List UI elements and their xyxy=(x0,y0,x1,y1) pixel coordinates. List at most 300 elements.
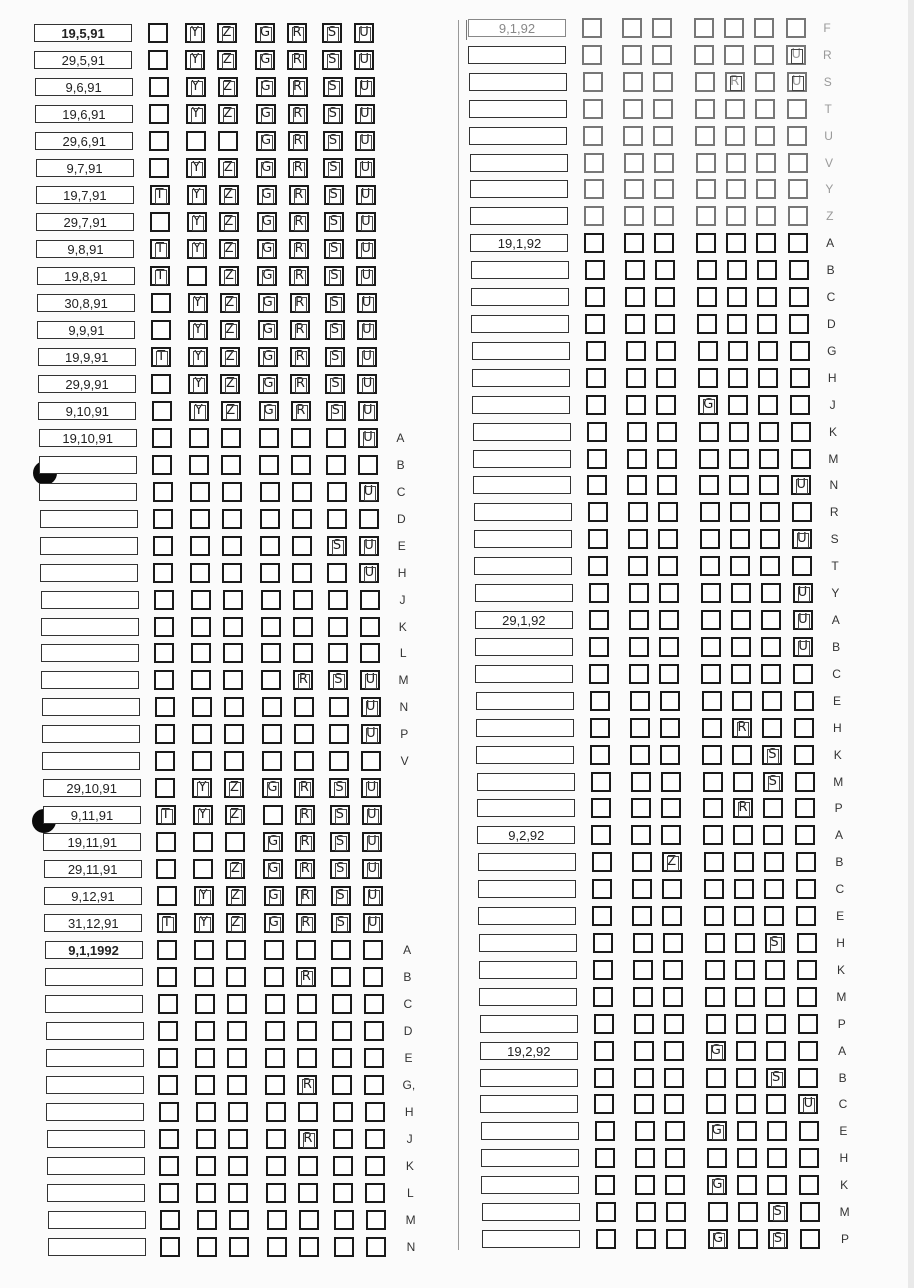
row-code-letter: C xyxy=(396,484,406,499)
checkbox-cell: S xyxy=(323,104,343,124)
checkbox-cell xyxy=(226,967,246,987)
row-code-letter: E xyxy=(839,1124,848,1139)
checkbox-cell xyxy=(732,691,752,711)
checkbox-cell xyxy=(696,153,716,173)
date-field xyxy=(479,961,577,979)
date-field xyxy=(474,530,572,548)
date-field: 9,7,91 xyxy=(36,159,134,177)
checkbox-cell xyxy=(797,987,817,1007)
checkbox-cell xyxy=(228,1156,248,1176)
checkbox-cell: Y xyxy=(187,212,207,232)
checkbox-cell xyxy=(623,72,643,92)
checkbox-cell: Z xyxy=(218,158,238,178)
checkbox-cell: U xyxy=(359,482,379,502)
checkbox-cell: G xyxy=(256,158,276,178)
checkbox-cell xyxy=(596,1202,616,1222)
checkbox-cell xyxy=(291,428,311,448)
checkbox-cell xyxy=(152,428,172,448)
checkbox-cell xyxy=(294,697,314,717)
checkbox-cell xyxy=(730,529,750,549)
checkbox-cell xyxy=(738,1202,758,1222)
checkbox-cell xyxy=(191,617,211,637)
checkbox-cell xyxy=(298,1183,318,1203)
checkbox-cell xyxy=(787,99,807,119)
checkbox-cell xyxy=(767,1121,787,1141)
checkbox-cell: S xyxy=(762,745,782,765)
checkbox-cell: U xyxy=(355,104,375,124)
checkbox-cell: R xyxy=(725,72,745,92)
checkbox-cell xyxy=(595,1148,615,1168)
checkbox-cell xyxy=(194,940,214,960)
checkbox-cell: U xyxy=(362,832,382,852)
checkbox-cell xyxy=(333,1129,353,1149)
checkbox-cell: S xyxy=(325,320,345,340)
checkbox-cell: G xyxy=(257,266,277,286)
checkbox-cell xyxy=(266,1129,286,1149)
checkbox-cell xyxy=(659,637,679,657)
row-code-letter: J xyxy=(399,592,406,607)
checkbox-cell: S xyxy=(323,77,343,97)
checkbox-cell xyxy=(634,1068,654,1088)
checkbox-cell xyxy=(191,670,211,690)
checkbox-cell xyxy=(190,563,210,583)
checkbox-cell xyxy=(595,1175,615,1195)
checkbox-cell xyxy=(222,509,242,529)
checkbox-cell xyxy=(593,960,613,980)
checkbox-cell: S xyxy=(330,805,350,825)
checkbox-cell: Z xyxy=(220,320,240,340)
checkbox-cell xyxy=(655,287,675,307)
checkbox-cell xyxy=(227,1048,247,1068)
checkbox-cell xyxy=(160,1237,180,1257)
checkbox-cell: R xyxy=(295,805,315,825)
checkbox-cell: Y xyxy=(186,77,206,97)
checkbox-cell: G xyxy=(256,104,276,124)
checkbox-cell: S xyxy=(325,347,345,367)
checkbox-cell xyxy=(293,643,313,663)
checkbox-cell xyxy=(704,852,724,872)
checkbox-cell xyxy=(327,509,347,529)
row-code-letter: P xyxy=(837,1016,846,1031)
checkbox-cell xyxy=(800,1229,820,1249)
checkbox-cell xyxy=(625,287,645,307)
checkbox-cell xyxy=(299,1237,319,1257)
checkbox-cell: Y xyxy=(187,239,207,259)
row-code-letter: C xyxy=(832,666,841,681)
checkbox-cell xyxy=(757,314,777,334)
checkbox-cell xyxy=(299,1210,319,1230)
checkbox-cell xyxy=(223,617,243,637)
date-field xyxy=(46,1022,144,1040)
checkbox-cell: R xyxy=(293,670,313,690)
checkbox-cell xyxy=(628,502,648,522)
checkbox-cell xyxy=(158,1075,178,1095)
checkbox-cell xyxy=(365,1102,385,1122)
checkbox-cell xyxy=(795,772,815,792)
checkbox-cell: S xyxy=(323,158,343,178)
checkbox-cell xyxy=(260,536,280,556)
checkbox-cell: Z xyxy=(224,778,244,798)
checkbox-cell xyxy=(656,341,676,361)
checkbox-cell xyxy=(652,45,672,65)
checkbox-cell: U xyxy=(363,913,383,933)
checkbox-cell xyxy=(658,556,678,576)
checkbox-cell: R xyxy=(296,967,316,987)
checkbox-cell: Y xyxy=(194,913,214,933)
checkbox-cell xyxy=(589,610,609,630)
checkbox-cell: G xyxy=(259,401,279,421)
checkbox-cell xyxy=(154,590,174,610)
checkbox-cell xyxy=(705,933,725,953)
row-code-letter: N xyxy=(829,478,839,493)
checkbox-cell xyxy=(754,18,774,38)
row-code-letter: H xyxy=(836,935,845,950)
checkbox-cell xyxy=(195,1021,215,1041)
checkbox-cell: R xyxy=(296,913,316,933)
checkbox-cell xyxy=(267,1237,287,1257)
row-code-letter: H xyxy=(404,1105,414,1120)
date-field xyxy=(41,644,139,662)
checkbox-cell xyxy=(758,368,778,388)
checkbox-cell xyxy=(736,1014,756,1034)
checkbox-cell: U xyxy=(355,77,375,97)
checkbox-cell: R xyxy=(294,778,314,798)
row-code-letter: B xyxy=(403,970,412,985)
checkbox-cell xyxy=(654,233,674,253)
checkbox-cell: R xyxy=(296,886,316,906)
checkbox-cell xyxy=(700,529,720,549)
checkbox-cell xyxy=(630,745,650,765)
row-code-letter: M xyxy=(405,1213,416,1228)
date-field: 9,8,91 xyxy=(36,240,134,258)
checkbox-cell xyxy=(755,72,775,92)
checkbox-cell xyxy=(698,341,718,361)
checkbox-cell xyxy=(631,772,651,792)
checkbox-cell xyxy=(701,583,721,603)
checkbox-cell xyxy=(764,879,784,899)
checkbox-cell: T xyxy=(150,266,170,286)
checkbox-cell xyxy=(799,1148,819,1168)
date-field xyxy=(468,46,566,64)
date-field xyxy=(47,1130,145,1148)
date-field xyxy=(470,180,568,198)
checkbox-cell: G xyxy=(263,832,283,852)
checkbox-cell xyxy=(151,320,171,340)
checkbox-cell xyxy=(764,906,784,926)
checkbox-cell xyxy=(629,664,649,684)
checkbox-cell xyxy=(228,1129,248,1149)
checkbox-cell: R xyxy=(288,131,308,151)
checkbox-cell xyxy=(761,583,781,603)
checkbox-cell xyxy=(191,590,211,610)
checkbox-cell xyxy=(229,1237,249,1257)
checkbox-cell xyxy=(726,233,746,253)
checkbox-cell xyxy=(590,745,610,765)
checkbox-cell xyxy=(659,583,679,603)
checkbox-cell xyxy=(799,1121,819,1141)
checkbox-cell xyxy=(758,395,778,415)
checkbox-cell: R xyxy=(297,1075,317,1095)
row-code-letter: N xyxy=(399,700,409,715)
checkbox-cell xyxy=(191,643,211,663)
checkbox-cell xyxy=(622,45,642,65)
checkbox-cell xyxy=(228,1183,248,1203)
checkbox-cell: S xyxy=(330,859,350,879)
row-code-letter: E xyxy=(836,909,845,924)
checkbox-cell xyxy=(788,206,808,226)
checkbox-cell xyxy=(159,1183,179,1203)
checkbox-cell: R xyxy=(290,320,310,340)
checkbox-cell: Z xyxy=(219,239,239,259)
checkbox-cell xyxy=(150,212,170,232)
date-field xyxy=(477,773,575,791)
checkbox-cell xyxy=(190,482,210,502)
date-field xyxy=(470,154,568,172)
checkbox-cell xyxy=(729,422,749,442)
checkbox-cell xyxy=(586,368,606,388)
checkbox-cell xyxy=(732,745,752,765)
checkbox-cell xyxy=(789,260,809,280)
date-field xyxy=(476,692,574,710)
checkbox-cell: G xyxy=(262,778,282,798)
checkbox-cell: G xyxy=(257,212,277,232)
checkbox-cell: Z xyxy=(225,859,245,879)
checkbox-cell xyxy=(703,798,723,818)
checkbox-cell xyxy=(265,1021,285,1041)
checkbox-cell xyxy=(695,126,715,146)
checkbox-cell xyxy=(582,18,602,38)
checkbox-cell xyxy=(158,994,178,1014)
date-field xyxy=(482,1203,580,1221)
row-code-letter: N xyxy=(406,1240,416,1254)
checkbox-cell xyxy=(226,940,246,960)
row-code-letter: K xyxy=(398,619,407,634)
checkbox-cell xyxy=(759,475,779,495)
checkbox-cell xyxy=(262,751,282,771)
checkbox-cell: U xyxy=(354,50,374,70)
checkbox-cell xyxy=(734,906,754,926)
row-code-letter: A xyxy=(396,430,405,445)
checkbox-cell xyxy=(334,1210,354,1230)
checkbox-cell xyxy=(159,1102,179,1122)
row-code-letter: D xyxy=(403,1024,413,1039)
checkbox-cell xyxy=(192,724,212,744)
checkbox-cell xyxy=(153,509,173,529)
checkbox-cell xyxy=(590,691,610,711)
checkbox-cell xyxy=(157,940,177,960)
date-field: 9,2,92 xyxy=(477,826,575,844)
checkbox-cell xyxy=(700,556,720,576)
checkbox-cell xyxy=(653,72,673,92)
date-field xyxy=(478,853,576,871)
checkbox-cell xyxy=(195,994,215,1014)
checkbox-cell xyxy=(794,718,814,738)
row-code-letter: K xyxy=(836,962,845,977)
checkbox-cell xyxy=(664,1068,684,1088)
checkbox-cell xyxy=(221,428,241,448)
row-code-letter: A xyxy=(838,1043,847,1058)
row-code-letter: R xyxy=(829,505,839,520)
date-field xyxy=(471,288,569,306)
checkbox-cell: Z xyxy=(217,50,237,70)
checkbox-cell xyxy=(766,1014,786,1034)
checkbox-cell xyxy=(155,751,175,771)
checkbox-cell: Z xyxy=(218,77,238,97)
checkbox-cell xyxy=(594,1094,614,1114)
checkbox-cell xyxy=(589,664,609,684)
checkbox-cell: U xyxy=(358,428,378,448)
checkbox-cell: G xyxy=(706,1041,726,1061)
checkbox-cell xyxy=(628,529,648,549)
checkbox-cell xyxy=(228,1102,248,1122)
checkbox-cell: G xyxy=(707,1175,727,1195)
checkbox-cell: S xyxy=(331,886,351,906)
checkbox-cell xyxy=(706,1094,726,1114)
checkbox-cell xyxy=(655,314,675,334)
checkbox-cell xyxy=(708,1202,728,1222)
checkbox-cell: Z xyxy=(662,852,682,872)
checkbox-cell xyxy=(657,475,677,495)
row-code-letter: D xyxy=(397,511,406,526)
checkbox-cell xyxy=(635,1121,655,1141)
checkbox-cell: U xyxy=(355,158,375,178)
checkbox-cell: T xyxy=(156,805,176,825)
checkbox-cell: R xyxy=(290,347,310,367)
row-code-letter: Y xyxy=(825,182,834,197)
date-field: 29,6,91 xyxy=(35,132,133,150)
date-field xyxy=(41,618,139,636)
checkbox-cell xyxy=(761,610,781,630)
checkbox-cell xyxy=(724,45,744,65)
checkbox-cell xyxy=(653,99,673,119)
checkbox-cell xyxy=(796,852,816,872)
checkbox-cell xyxy=(729,475,749,495)
date-field xyxy=(472,369,570,387)
row-code-letter: H xyxy=(827,370,837,385)
checkbox-cell xyxy=(737,1175,757,1195)
checkbox-cell: G xyxy=(258,374,278,394)
checkbox-cell xyxy=(293,617,313,637)
checkbox-cell xyxy=(794,691,814,711)
checkbox-cell xyxy=(729,449,749,469)
checkbox-cell xyxy=(738,1229,758,1249)
checkbox-cell xyxy=(704,906,724,926)
checkbox-cell xyxy=(733,772,753,792)
checkbox-cell xyxy=(665,1121,685,1141)
checkbox-cell xyxy=(592,906,612,926)
row-code-letter: V xyxy=(400,754,409,769)
checkbox-cell xyxy=(332,1021,352,1041)
date-field: 9,11,91 xyxy=(43,806,141,824)
checkbox-cell: U xyxy=(786,45,806,65)
checkbox-cell xyxy=(153,563,173,583)
checkbox-cell xyxy=(190,536,210,556)
checkbox-cell xyxy=(791,422,811,442)
row-code-letter: P xyxy=(834,801,843,816)
checkbox-cell xyxy=(793,664,813,684)
checkbox-cell xyxy=(155,697,175,717)
date-field xyxy=(481,1149,579,1167)
checkbox-cell xyxy=(661,825,681,845)
checkbox-cell xyxy=(706,1068,726,1088)
checkbox-cell: Z xyxy=(220,374,240,394)
date-field xyxy=(476,746,574,764)
checkbox-cell xyxy=(766,1041,786,1061)
checkbox-cell xyxy=(264,967,284,987)
checkbox-cell: S xyxy=(763,772,783,792)
checkbox-cell xyxy=(267,1210,287,1230)
row-code-letter: M xyxy=(839,1205,850,1220)
row-code-letter: K xyxy=(828,424,837,439)
checkbox-cell xyxy=(584,233,604,253)
date-field xyxy=(475,584,573,602)
center-fold-mark xyxy=(466,20,467,40)
checkbox-cell xyxy=(663,933,683,953)
date-field: 9,10,91 xyxy=(38,402,136,420)
checkbox-cell: U xyxy=(793,610,813,630)
row-code-letter: K xyxy=(405,1159,414,1174)
checkbox-cell xyxy=(626,341,646,361)
checkbox-cell xyxy=(195,1075,215,1095)
row-code-letter: A xyxy=(826,236,835,251)
checkbox-cell xyxy=(726,206,746,226)
checkbox-cell: Z xyxy=(217,23,237,43)
checkbox-cell xyxy=(730,556,750,576)
checkbox-cell xyxy=(757,260,777,280)
checkbox-cell xyxy=(326,428,346,448)
date-field: 29,9,91 xyxy=(38,375,136,393)
checkbox-cell xyxy=(756,233,776,253)
date-field xyxy=(479,988,577,1006)
checkbox-cell xyxy=(699,422,719,442)
checkbox-cell xyxy=(728,395,748,415)
checkbox-cell xyxy=(159,1129,179,1149)
checkbox-cell xyxy=(366,1210,386,1230)
checkbox-cell: S xyxy=(768,1202,788,1222)
row-code-letter: B xyxy=(838,1070,847,1085)
checkbox-cell xyxy=(292,536,312,556)
date-field xyxy=(480,1015,578,1033)
checkbox-cell xyxy=(327,482,347,502)
checkbox-cell xyxy=(589,583,609,603)
checkbox-cell: U xyxy=(354,23,374,43)
checkbox-cell xyxy=(726,153,746,173)
date-field xyxy=(45,968,143,986)
checkbox-cell xyxy=(627,422,647,442)
row-code-letter: H xyxy=(839,1151,849,1166)
checkbox-cell xyxy=(702,691,722,711)
checkbox-cell xyxy=(634,1014,654,1034)
row-code-letter: G, xyxy=(402,1078,416,1093)
checkbox-cell xyxy=(701,637,721,657)
date-field xyxy=(480,1095,578,1113)
checkbox-cell xyxy=(594,1041,614,1061)
checkbox-cell: R xyxy=(291,401,311,421)
date-field: 29,11,91 xyxy=(44,860,142,878)
checkbox-cell xyxy=(628,556,648,576)
checkbox-cell xyxy=(196,1129,216,1149)
checkbox-cell: U xyxy=(362,859,382,879)
checkbox-cell xyxy=(626,395,646,415)
checkbox-cell xyxy=(654,179,674,199)
checkbox-cell xyxy=(265,1048,285,1068)
checkbox-cell xyxy=(735,960,755,980)
checkbox-cell: T xyxy=(150,185,170,205)
checkbox-cell xyxy=(695,99,715,119)
date-field: 19,9,91 xyxy=(38,348,136,366)
checkbox-cell: U xyxy=(358,401,378,421)
checkbox-cell xyxy=(363,967,383,987)
